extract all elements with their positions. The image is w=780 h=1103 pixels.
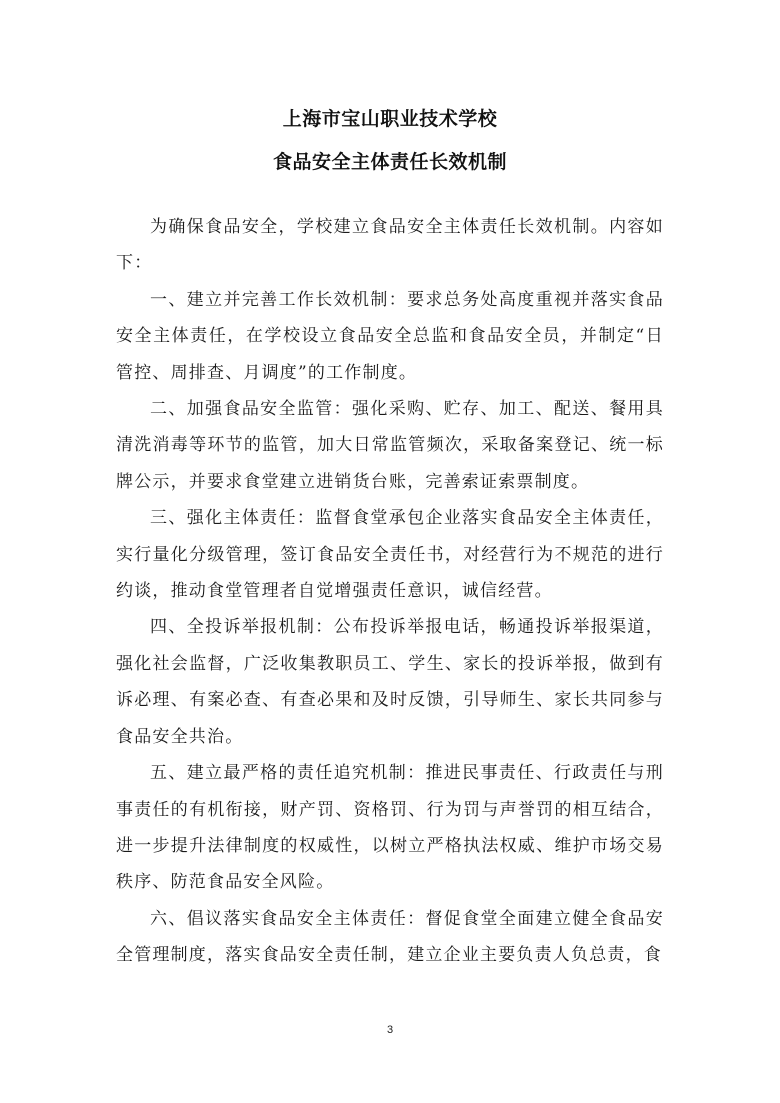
paragraph-item-2: 二、加强食品安全监管：强化采购、贮存、加工、配送、餐用具清洗消毒等环节的监管，加大日常监管频次，采取备案登记、统一标牌公示，并要求食堂建立进销货台账，完善索证索票制度。 — [116, 399, 664, 492]
paragraph-intro: 为确保食品安全，学校建立食品安全主体责任长效机制。内容如下： — [116, 217, 664, 274]
document-body — [116, 209, 664, 974]
paragraph-item-6: 六、倡议落实食品安全主体责任：督促食堂全面建立健全食品安全管理制度，落实食品安全责任制，建立企业主要负责人负总责，食 — [116, 908, 664, 966]
paragraph-item-1: 一、建立并完善工作长效机制：要求总务处高度重视并落实食品安全主体责任，在学校设立食品安全总监和食品安全员，并制定“日管控、周排查、月调度”的工作制度。 — [116, 289, 664, 383]
page-number: 3 — [386, 1024, 394, 1036]
paragraph-item-4: 四、全投诉举报机制：公布投诉举报电话，畅通投诉举报渠道，强化社会监督，广泛收集教职员工、学生、家长的投诉举报，做到有诉必理、有案必查、有查必果和及时反馈，引导师生、家长共同参与食品安全共治。 — [116, 617, 664, 747]
document-subtitle: 食品安全主体责任长效机制 — [272, 151, 507, 173]
paragraph-item-5: 五、建立最严格的责任追究机制：推进民事责任、行政责任与刑事责任的有机衔接，财产罚、资格罚、行为罚与声誉罚的相互结合，进一步提升法律制度的权威性，以树立严格执法权威、维护市场交易秩序、防范食品安全风险。 — [116, 763, 664, 893]
document-title: 上海市宝山职业技术学校 — [282, 108, 498, 130]
paragraph-item-3: 三、强化主体责任：监督食堂承包企业落实食品安全主体责任，实行量化分级管理，签订食品安全责任书，对经营行为不规范的进行约谈，推动食堂管理者自觉增强责任意识，诚信经营。 — [116, 508, 664, 602]
